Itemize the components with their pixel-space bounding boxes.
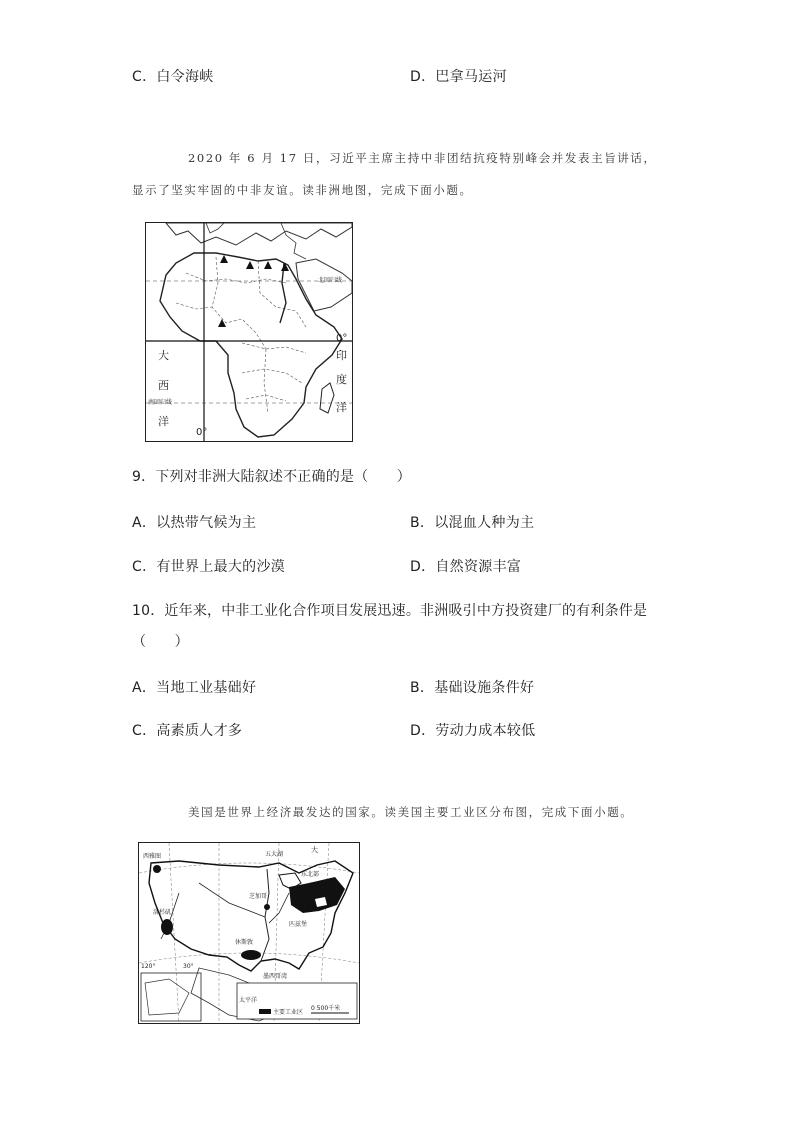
usa-label-la: 洛杉矶 [153, 909, 172, 916]
label-tropic-south: 南回归线 [148, 399, 173, 406]
usa-label-scale: 0 500千米 [311, 1005, 341, 1012]
usa-label-north: 大 [311, 846, 318, 854]
label-tropic-north: 北回归线 [318, 277, 343, 284]
label-equator: 0° [336, 333, 348, 344]
label-atlantic-2: 西 [158, 379, 169, 392]
label-atlantic-3: 洋 [158, 415, 169, 428]
prev-option-c: C．白令海峡 [132, 69, 214, 85]
q10-stem-line1: 10．近年来，中非工业化合作项目发展迅速。非洲吸引中方投资建厂的有利条件是 [132, 603, 648, 619]
prev-option-d: D．巴拿马运河 [410, 69, 507, 85]
usa-label-legend: 主要工业区 [273, 1009, 304, 1016]
usa-label-houston: 休斯敦 [235, 939, 254, 946]
q10-option-a: A．当地工业基础好 [132, 680, 257, 696]
q9-option-a: A．以热带气候为主 [132, 515, 257, 531]
label-indian-3: 洋 [336, 401, 347, 414]
q9-option-c: C．有世界上最大的沙漠 [132, 559, 286, 575]
q9-option-b: B．以混血人种为主 [410, 515, 535, 531]
usa-label-pittsburgh: 匹兹堡 [289, 921, 308, 928]
usa-label-northeast: 东北部 [301, 871, 320, 878]
africa-map-drawing [146, 223, 352, 441]
usa-map [138, 842, 360, 1024]
africa-intro-line1: 2020 年 6 月 17 日，习近平主席主持中非团结抗疫特别峰会并发表主旨讲话， [188, 151, 657, 165]
q10-option-c: C．高素质人才多 [132, 723, 243, 739]
label-prime-meridian: 0° [196, 427, 208, 438]
usa-label-lat: 30° [183, 963, 194, 970]
q10-option-d: D．劳动力成本较低 [410, 723, 536, 739]
label-atlantic-1: 大 [158, 349, 169, 362]
africa-intro-line2: 显示了坚实牢固的中非友谊。读非洲地图，完成下面小题。 [132, 183, 473, 197]
usa-label-chicago: 芝加哥 [249, 893, 268, 900]
usa-label-pacific: 太平洋 [239, 997, 258, 1004]
africa-map [145, 222, 353, 442]
q9-option-d: D．自然资源丰富 [410, 559, 522, 575]
usa-label-gulf: 墨西哥湾 [263, 973, 288, 980]
q9-stem: 9．下列对非洲大陆叙述不正确的是（ ） [132, 469, 411, 485]
q10-stem-line2: （ ） [132, 634, 189, 650]
q10-option-b: B．基础设施条件好 [410, 680, 535, 696]
usa-label-seattle: 西雅图 [143, 853, 162, 860]
label-indian-1: 印 [336, 349, 347, 362]
usa-label-lon: 120° [141, 963, 156, 970]
usa-intro-line1: 美国是世界上经济最发达的国家。读美国主要工业区分布图，完成下面小题。 [188, 805, 634, 819]
usa-label-lakes: 五大湖 [265, 851, 284, 858]
label-indian-2: 度 [336, 373, 347, 386]
